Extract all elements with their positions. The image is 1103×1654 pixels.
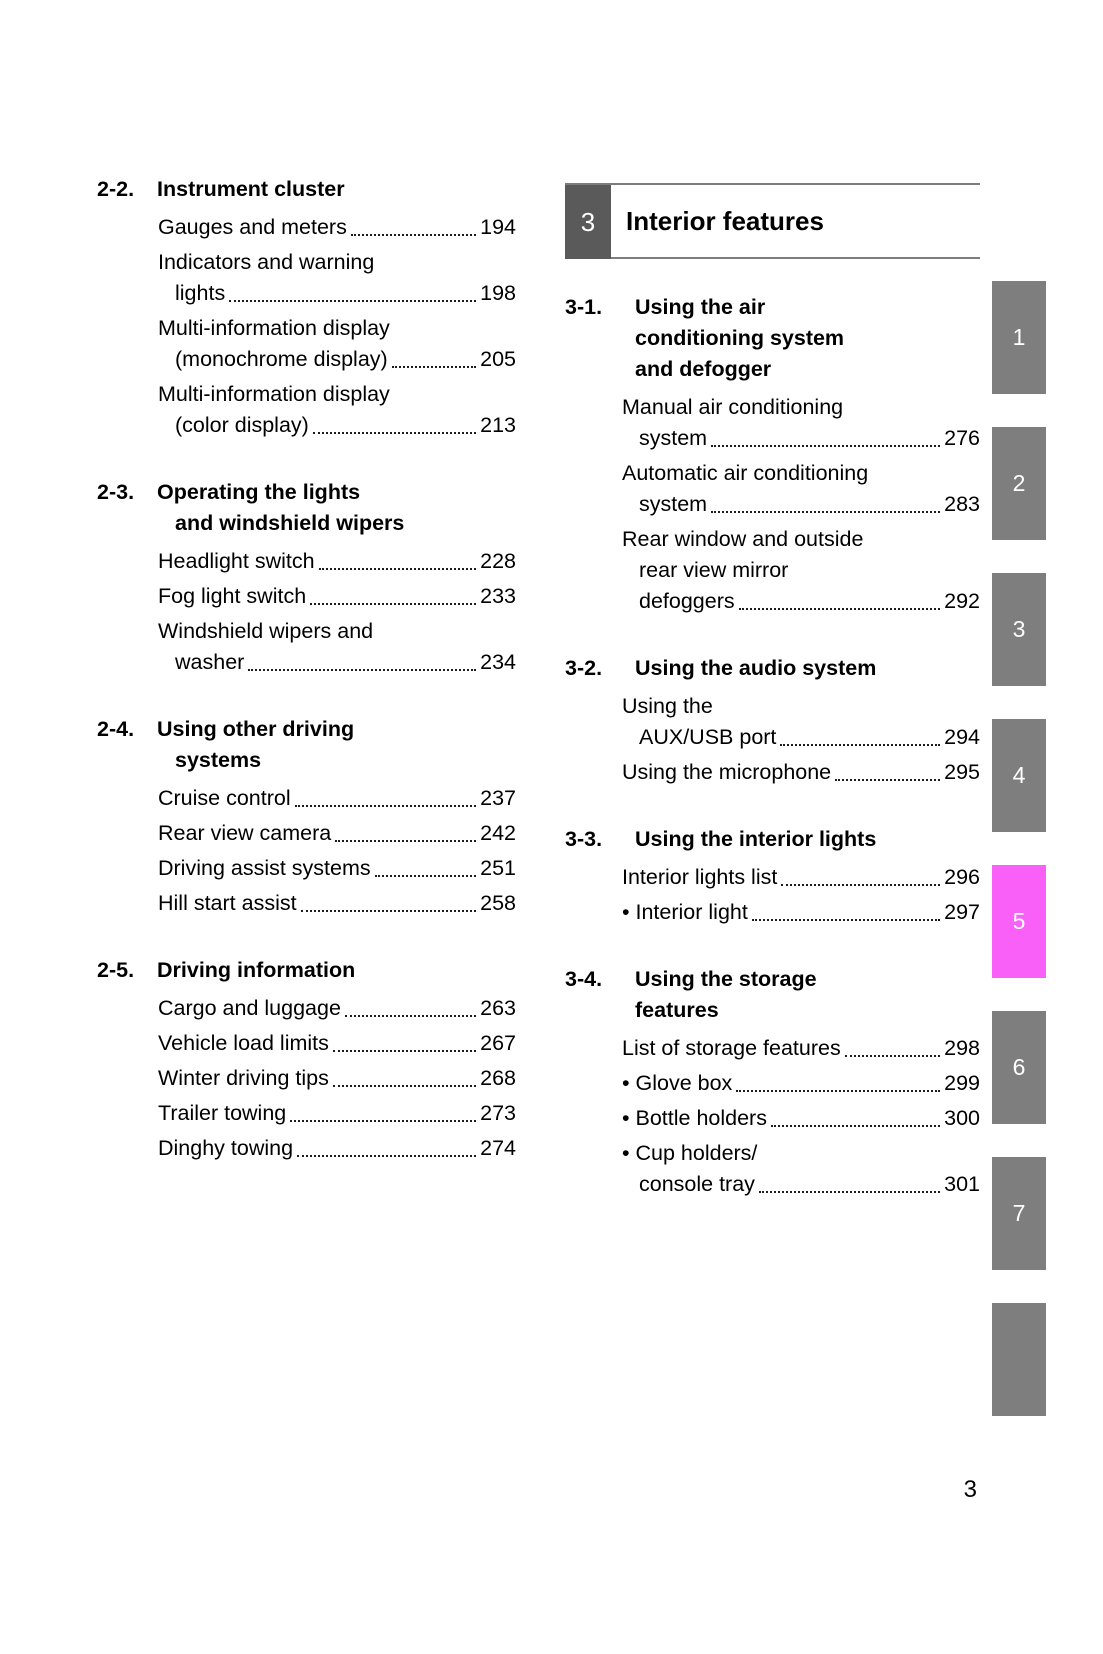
section-title-line: systems [175,748,262,772]
dot-leader [736,1068,940,1099]
section-title [157,714,354,776]
toc-section [97,174,516,441]
section-title [635,292,844,385]
entry-label: • Bottle holders [622,1106,767,1130]
section-number: 2-2. [97,177,135,201]
entry-label: Cruise control [158,786,291,810]
toc-entry [622,458,980,520]
section-title-line: Using other driving [157,717,355,741]
toc-section [97,955,516,1164]
toc-entry [158,888,516,919]
entry-label: Headlight switch [158,549,315,573]
toc-entry [158,853,516,884]
dot-leader [290,1098,476,1129]
toc-section [565,653,980,788]
side-tab-2 [992,427,1046,540]
entry-label: Dinghy towing [158,1136,294,1160]
section-heading [565,292,980,385]
side-tab-blank [992,1303,1046,1416]
entry-page-number: 300 [944,1106,980,1130]
toc-entry [158,1098,516,1129]
entry-label: (color display) [175,413,309,437]
entry-label: defoggers [639,589,735,613]
chapter-title: Interior features [626,205,824,236]
toc-section [565,824,980,928]
side-tab-7 [992,1157,1046,1270]
toc-entry [622,757,980,788]
toc-entry [622,1068,980,1099]
entry-line [158,853,516,884]
entry-page-number: 276 [944,426,980,450]
section-title-line: and defogger [635,357,772,381]
side-tab-label: 5 [1012,908,1026,934]
entry-label: console tray [639,1172,755,1196]
section-heading [565,824,980,855]
chapter-title-rule [611,185,980,259]
toc-entry [158,1063,516,1094]
entry-page-number: 258 [480,891,516,915]
entry-label: Gauges and meters [158,215,347,239]
entry-line [158,247,516,278]
side-tab-1 [992,281,1046,394]
entry-line [622,862,980,893]
toc-entry [158,581,516,612]
section-entries [97,993,516,1164]
section-heading [97,174,516,205]
entry-label: Driving assist systems [158,856,371,880]
toc-section [97,477,516,678]
entry-label: • Glove box [622,1071,733,1095]
side-tab-label: 1 [1012,324,1026,350]
entry-line [158,783,516,814]
side-tab-label: 2 [1012,470,1026,496]
entry-page-number: 198 [480,281,516,305]
entry-label: Vehicle load limits [158,1031,329,1055]
toc-entry [158,546,516,577]
section-title-line: Instrument cluster [157,177,345,201]
section-title-line: Driving information [157,958,356,982]
dot-leader [711,423,940,454]
entry-line [158,344,516,375]
dot-leader [345,993,476,1024]
entry-page-number: 242 [480,821,516,845]
entry-line [622,524,980,555]
entry-label: Using the [622,694,713,718]
entry-page-number: 299 [944,1071,980,1095]
entry-label: Hill start assist [158,891,297,915]
toc-entry [622,897,980,928]
side-tab-3 [992,573,1046,686]
dot-leader [310,581,476,612]
toc-entry [158,379,516,441]
dot-leader [771,1103,940,1134]
section-title-line: features [635,998,719,1022]
entry-line [158,212,516,243]
entry-label: • Interior light [622,900,748,924]
entry-page-number: 267 [480,1031,516,1055]
section-entries [565,1033,980,1200]
entry-line [158,616,516,647]
entry-label: Manual air conditioning [622,395,844,419]
entry-label: Using the microphone [622,760,832,784]
entry-line [622,489,980,520]
section-title [635,824,876,855]
entry-line [158,410,516,441]
entry-label: Windshield wipers and [158,619,374,643]
entry-line [158,647,516,678]
dot-leader [295,783,476,814]
entry-line [158,888,516,919]
chapter-number: 3 [580,206,596,237]
section-title [157,477,404,539]
entry-page-number: 234 [480,650,516,674]
dot-leader [739,586,940,617]
page-number: 3 [963,1476,977,1503]
section-heading [565,964,980,1026]
dot-leader [229,278,476,309]
entry-line [158,546,516,577]
dot-leader [248,647,476,678]
section-title [157,955,355,986]
section-title-line: Using the air [635,295,766,319]
dot-leader [333,1028,476,1059]
section-heading [97,477,516,539]
section-title-line: Operating the lights [157,480,361,504]
dot-leader [759,1169,940,1200]
entry-label: Multi-information display [158,382,390,406]
entry-page-number: 263 [480,996,516,1020]
entry-line [622,722,980,753]
entry-label: system [639,426,708,450]
dot-leader [375,853,476,884]
section-title-line: Using the storage [635,967,817,991]
section-heading [97,714,516,776]
side-tab-5 [992,865,1046,978]
entry-page-number: 292 [944,589,980,613]
entry-label: system [639,492,708,516]
section-entries [565,691,980,788]
dot-leader [301,888,477,919]
entry-label: • Cup holders/ [622,1141,758,1165]
entry-line [622,1103,980,1134]
chapter-header [565,183,980,259]
dot-leader [711,489,940,520]
entry-label: Rear view camera [158,821,332,845]
entry-line [158,278,516,309]
entry-line [158,1098,516,1129]
toc-entry [158,247,516,309]
entry-line [158,1133,516,1164]
section-title [635,653,876,684]
section-number: 3-1. [565,295,603,319]
entry-label: List of storage features [622,1036,841,1060]
section-title [157,174,345,205]
toc-entry [158,818,516,849]
toc-section [97,714,516,919]
entry-page-number: 251 [480,856,516,880]
entry-page-number: 295 [944,760,980,784]
dot-leader [297,1133,476,1164]
dot-leader [392,344,476,375]
toc-entry [622,1033,980,1064]
entry-page-number: 268 [480,1066,516,1090]
entry-label: Automatic air conditioning [622,461,869,485]
entry-line [622,691,980,722]
entry-line [622,1068,980,1099]
dot-leader [781,862,940,893]
side-tab-label: 3 [1012,616,1026,642]
entry-label: Trailer towing [158,1101,287,1125]
entry-page-number: 233 [480,584,516,608]
entry-page-number: 213 [480,413,516,437]
toc-entry [622,1103,980,1134]
toc-left-column [97,174,516,1200]
section-number: 3-4. [565,967,603,991]
dot-leader [333,1063,476,1094]
entry-line [158,313,516,344]
section-entries [565,862,980,928]
entry-page-number: 237 [480,786,516,810]
toc-entry [158,313,516,375]
entry-label: Winter driving tips [158,1066,329,1090]
entry-page-number: 297 [944,900,980,924]
entry-line [622,555,980,586]
section-entries [97,546,516,678]
section-number: 2-3. [97,480,135,504]
toc-right-column [565,183,980,1236]
entry-line [622,1169,980,1200]
entry-label: rear view mirror [639,558,789,582]
entry-label: washer [175,650,245,674]
section-title-line: Using the audio system [635,656,877,680]
dot-leader [319,546,477,577]
entry-label: Indicators and warning [158,250,375,274]
entry-page-number: 283 [944,492,980,516]
section-title-line: conditioning system [635,326,845,350]
entry-page-number: 205 [480,347,516,371]
entry-line [158,581,516,612]
toc-entry [622,524,980,617]
section-title [635,964,817,1026]
side-tab-6 [992,1011,1046,1124]
toc-entry [622,691,980,753]
entry-label: Fog light switch [158,584,307,608]
toc-entry [622,392,980,454]
section-number: 3-3. [565,827,603,851]
entry-label: lights [175,281,226,305]
toc-entry [158,783,516,814]
entry-page-number: 274 [480,1136,516,1160]
toc-entry [158,616,516,678]
side-tab-label: 6 [1012,1054,1026,1080]
entry-label: (monochrome display) [175,347,388,371]
dot-leader [335,818,476,849]
dot-leader [845,1033,940,1064]
entry-line [622,757,980,788]
entry-page-number: 294 [944,725,980,749]
right-column-sections [565,292,980,1200]
section-title-line: and windshield wipers [175,511,405,535]
dot-leader [835,757,940,788]
toc-entry [622,862,980,893]
entry-page-number: 194 [480,215,516,239]
dot-leader [752,897,940,928]
toc-entry [158,1028,516,1059]
dot-leader [313,410,476,441]
entry-line [158,1063,516,1094]
entry-line [622,586,980,617]
entry-line [158,818,516,849]
section-number: 2-4. [97,717,135,741]
entry-line [622,458,980,489]
section-entries [565,392,980,617]
section-entries [97,212,516,441]
dot-leader [351,212,476,243]
entry-line [158,379,516,410]
entry-line [622,1138,980,1169]
entry-label: Cargo and luggage [158,996,341,1020]
side-tab-label: 4 [1012,762,1026,788]
section-heading [565,653,980,684]
entry-line [622,423,980,454]
section-entries [97,783,516,919]
toc-section [565,964,980,1200]
side-tab-label: 7 [1012,1200,1026,1226]
toc-entry [158,212,516,243]
side-tab-4 [992,719,1046,832]
entry-line [158,993,516,1024]
toc-section [565,292,980,617]
entry-page-number: 298 [944,1036,980,1060]
section-title-line: Using the interior lights [635,827,877,851]
entry-line [622,897,980,928]
entry-page-number: 228 [480,549,516,573]
entry-page-number: 296 [944,865,980,889]
toc-entry [622,1138,980,1200]
entry-label: Multi-information display [158,316,390,340]
entry-line [622,392,980,423]
section-heading [97,955,516,986]
dot-leader [780,722,940,753]
chapter-number-box [565,185,611,259]
entry-page-number: 273 [480,1101,516,1125]
entry-label: AUX/USB port [639,725,777,749]
section-number: 2-5. [97,958,135,982]
entry-page-number: 301 [944,1172,980,1196]
entry-line [622,1033,980,1064]
chapter-side-tabs [992,281,1046,1416]
entry-label: Interior lights list [622,865,778,889]
section-number: 3-2. [565,656,603,680]
entry-label: Rear window and outside [622,527,864,551]
toc-entry [158,1133,516,1164]
toc-entry [158,993,516,1024]
entry-line [158,1028,516,1059]
